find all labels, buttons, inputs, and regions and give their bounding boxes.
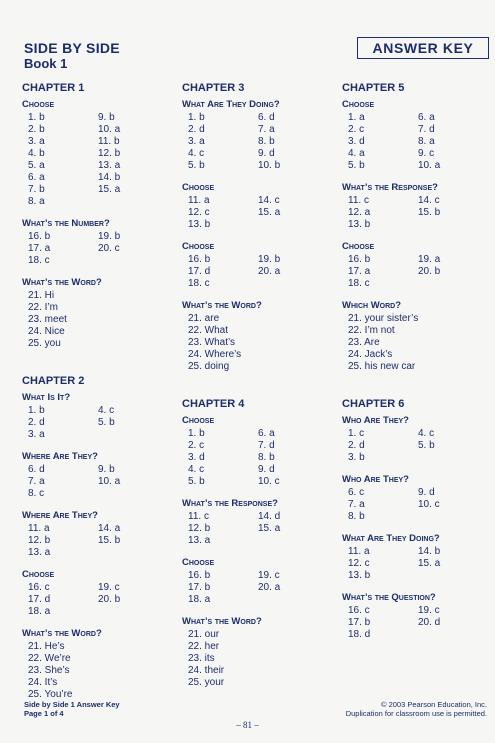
answer-item: 20. d: [418, 617, 441, 628]
answer-item: 12. a: [348, 207, 371, 218]
answer-item: 11. a: [28, 523, 50, 534]
answer-item: 8. b: [348, 511, 365, 522]
answer-group: [182, 112, 332, 172]
answer-group: [182, 570, 332, 606]
answer-group: [342, 254, 492, 290]
answer-item: 7. d: [418, 124, 435, 135]
answer-item: 21. Hi: [28, 290, 55, 301]
answer-item: 7. a: [258, 124, 275, 135]
answer-item: 12. b: [98, 148, 121, 159]
answer-item: 14. a: [98, 523, 121, 534]
section-heading: What’s the Response?: [182, 498, 278, 509]
chapter-title: CHAPTER 2: [22, 375, 85, 387]
section-heading: Who Are They?: [342, 474, 409, 485]
answer-item: 5. b: [188, 160, 205, 171]
answer-item: 10. a: [418, 160, 441, 171]
answer-item: 25. your: [188, 677, 225, 688]
answer-item: 19. c: [98, 582, 120, 593]
answer-item: 6. c: [348, 487, 365, 498]
answer-item: 22. I’m: [28, 302, 59, 313]
answer-item: 20. a: [258, 582, 281, 593]
section-heading: What Are They Doing?: [182, 99, 280, 110]
answer-item: 20. c: [98, 243, 120, 254]
answer-group: [342, 112, 492, 172]
answer-item: 22. her: [188, 641, 220, 652]
answer-group: [22, 112, 172, 208]
answer-key-label: ANSWER KEY: [357, 37, 489, 59]
section-heading: What’s the Word?: [22, 277, 102, 288]
answer-group: [182, 313, 332, 373]
book-number: Book 1: [24, 56, 68, 71]
answer-item: 16. c: [348, 605, 370, 616]
answer-item: 14. c: [258, 195, 280, 206]
answer-group: [22, 582, 172, 618]
section-heading: Choose: [342, 241, 375, 252]
answer-group: [182, 629, 332, 689]
footer-right: [346, 700, 487, 718]
answer-item: 9. c: [418, 148, 435, 159]
answer-item: 14. d: [258, 511, 281, 522]
answer-item: 15. a: [418, 558, 441, 569]
answer-item: 17. a: [28, 243, 51, 254]
answer-item: 25. his new car: [348, 361, 416, 372]
answer-item: 1. b: [28, 405, 45, 416]
answer-item: 4. c: [418, 428, 435, 439]
answer-item: 24. their: [188, 665, 225, 676]
answer-item: 3. d: [348, 136, 365, 147]
answer-item: 24. It’s: [28, 677, 58, 688]
answer-group: [182, 254, 332, 290]
chapter-title: CHAPTER 4: [182, 398, 245, 410]
answer-item: 17. a: [348, 266, 371, 277]
answer-item: 20. b: [418, 266, 441, 277]
answer-item: 5. b: [418, 440, 435, 451]
section-heading: What’s the Word?: [182, 616, 262, 627]
answer-item: 2. b: [28, 124, 45, 135]
answer-item: 11. a: [348, 546, 370, 557]
answer-item: 25. you: [28, 338, 61, 349]
answer-item: 3. a: [28, 429, 45, 440]
answer-item: 12. c: [188, 207, 210, 218]
answer-item: 19. a: [418, 254, 441, 265]
answer-item: 8. b: [258, 452, 275, 463]
answer-item: 10. a: [98, 124, 121, 135]
answer-item: 10. b: [258, 160, 281, 171]
answer-item: 6. a: [258, 428, 275, 439]
answer-item: 2. c: [188, 440, 205, 451]
footer-book-answer-key: Side by Side 1 Answer Key: [24, 700, 120, 709]
answer-item: 17. d: [188, 266, 211, 277]
answer-item: 12. b: [28, 535, 51, 546]
answer-item: 24. Where’s: [188, 349, 242, 360]
answer-item: 21. He’s: [28, 641, 65, 652]
answer-item: 11. a: [188, 195, 210, 206]
answer-group: [342, 546, 492, 582]
chapter-title: CHAPTER 3: [182, 82, 245, 94]
answer-item: 23. What’s: [188, 337, 236, 348]
section-heading: Where Are They?: [22, 510, 98, 521]
answer-item: 8. b: [258, 136, 275, 147]
answer-item: 8. a: [28, 196, 45, 207]
answer-item: 24. Jack’s: [348, 349, 393, 360]
answer-item: 13. a: [28, 547, 51, 558]
answer-item: 13. b: [348, 570, 371, 581]
answer-item: 6. d: [28, 464, 45, 475]
section-heading: Choose: [182, 241, 215, 252]
answer-item: 10. a: [98, 476, 121, 487]
chapter-title: CHAPTER 6: [342, 398, 405, 410]
answer-item: 20. a: [258, 266, 281, 277]
section-heading: What Is It?: [22, 392, 71, 403]
answer-item: 19. b: [98, 231, 121, 242]
answer-item: 17. b: [348, 617, 371, 628]
answer-item: 25. You’re: [28, 689, 73, 700]
answer-item: 7. b: [28, 184, 45, 195]
column-3: [342, 76, 492, 649]
footer-left: [24, 700, 120, 718]
answer-item: 22. We’re: [28, 653, 71, 664]
column-2: [182, 76, 332, 697]
answer-group: [22, 464, 172, 500]
answer-item: 15. b: [418, 207, 441, 218]
answer-item: 7. a: [28, 476, 45, 487]
answer-item: 15. a: [258, 207, 281, 218]
answer-item: 17. d: [28, 594, 51, 605]
answer-item: 10. c: [258, 476, 280, 487]
answer-item: 14. b: [418, 546, 441, 557]
answer-group: [182, 511, 332, 547]
answer-item: 1. b: [28, 112, 45, 123]
answer-item: 25. doing: [188, 361, 230, 372]
answer-item: 5. b: [188, 476, 205, 487]
section-heading: What’s the Question?: [342, 592, 436, 603]
answer-item: 7. d: [258, 440, 275, 451]
answer-item: 23. meet: [28, 314, 67, 325]
answer-item: 11. c: [188, 511, 209, 522]
section-heading: What Are They Doing?: [342, 533, 440, 544]
answer-item: 23. its: [188, 653, 215, 664]
section-heading: Choose: [22, 99, 55, 110]
answer-item: 17. b: [188, 582, 211, 593]
answer-group: [342, 313, 492, 373]
answer-item: 15. a: [98, 184, 121, 195]
answer-item: 16. b: [28, 231, 51, 242]
answer-item: 1. c: [348, 428, 365, 439]
column-1: [22, 76, 172, 709]
section-heading: Who Are They?: [342, 415, 409, 426]
answer-item: 5. a: [28, 160, 45, 171]
answer-group: [182, 195, 332, 231]
answer-item: 18. c: [188, 278, 210, 289]
answer-item: 13. b: [348, 219, 371, 230]
answer-item: 14. c: [418, 195, 440, 206]
section-heading: What’s the Response?: [342, 182, 438, 193]
page-number: – 81 –: [236, 720, 259, 730]
answer-group: [22, 290, 172, 350]
answer-item: 7. a: [348, 499, 365, 510]
answer-item: 9. d: [258, 148, 275, 159]
answer-item: 3. a: [188, 136, 205, 147]
answer-item: 2. d: [188, 124, 205, 135]
answer-item: 15. b: [98, 535, 121, 546]
answer-group: [22, 231, 172, 267]
answer-item: 21. are: [188, 313, 220, 324]
answer-item: 20. b: [98, 594, 121, 605]
answer-item: 18. a: [188, 594, 211, 605]
answer-item: 16. b: [348, 254, 371, 265]
answer-item: 16. b: [188, 570, 211, 581]
chapter-title: CHAPTER 5: [342, 82, 405, 94]
answer-item: 12. b: [188, 523, 211, 534]
answer-item: 9. b: [98, 112, 115, 123]
answer-item: 23. Are: [348, 337, 380, 348]
answer-group: [22, 641, 172, 701]
answer-item: 16. c: [28, 582, 50, 593]
answer-item: 6. d: [258, 112, 275, 123]
answer-item: 10. c: [418, 499, 440, 510]
answer-group: [182, 428, 332, 488]
answer-item: 23. She’s: [28, 665, 70, 676]
answer-item: 2. d: [28, 417, 45, 428]
answer-group: [22, 405, 172, 441]
section-heading: What’s the Word?: [22, 628, 102, 639]
answer-group: [342, 605, 492, 641]
chapter-title: CHAPTER 1: [22, 82, 85, 94]
answer-item: 8. c: [28, 488, 45, 499]
answer-item: 4. a: [348, 148, 365, 159]
answer-item: 5. b: [98, 417, 115, 428]
answer-item: 16. b: [188, 254, 211, 265]
answer-item: 5. b: [348, 160, 365, 171]
answer-item: 18. c: [28, 255, 50, 266]
answer-item: 9. d: [418, 487, 435, 498]
copyright: © 2003 Pearson Education, Inc.: [380, 700, 487, 709]
answer-item: 12. c: [348, 558, 370, 569]
answer-item: 2. d: [348, 440, 365, 451]
answer-item: 6. a: [28, 172, 45, 183]
answer-item: 11. b: [98, 136, 120, 147]
answer-item: 13. b: [188, 219, 211, 230]
answer-item: 18. d: [348, 629, 371, 640]
answer-item: 4. c: [188, 148, 205, 159]
answer-item: 13. a: [98, 160, 121, 171]
answer-item: 3. a: [28, 136, 45, 147]
answer-item: 9. b: [98, 464, 115, 475]
section-heading: What’s the Word?: [182, 300, 262, 311]
answer-item: 11. c: [348, 195, 369, 206]
answer-group: [342, 487, 492, 523]
answer-item: 3. d: [188, 452, 205, 463]
answer-item: 21. our: [188, 629, 220, 640]
answer-item: 6. a: [418, 112, 435, 123]
book-title: SIDE BY SIDE: [24, 40, 120, 56]
answer-group: [342, 195, 492, 231]
answer-item: 18. c: [348, 278, 370, 289]
answer-item: 2. c: [348, 124, 365, 135]
answer-item: 19. c: [418, 605, 440, 616]
section-heading: Choose: [182, 415, 215, 426]
answer-item: 19. c: [258, 570, 280, 581]
answer-item: 19. b: [258, 254, 281, 265]
answer-item: 18. a: [28, 606, 51, 617]
section-heading: Choose: [342, 99, 375, 110]
section-heading: Choose: [182, 557, 215, 568]
answer-item: 4. b: [28, 148, 45, 159]
answer-item: 13. a: [188, 535, 211, 546]
answer-item: 1. b: [188, 112, 205, 123]
answer-item: 24. Nice: [28, 326, 65, 337]
answer-item: 21. your sister’s: [348, 313, 419, 324]
answer-item: 14. b: [98, 172, 121, 183]
answer-item: 22. I’m not: [348, 325, 395, 336]
answer-item: 22. What: [188, 325, 229, 336]
footer-page-count: Page 1 of 4: [24, 709, 64, 718]
section-heading: What’s the Number?: [22, 218, 110, 229]
section-heading: Choose: [22, 569, 55, 580]
answer-group: [342, 428, 492, 464]
section-heading: Where Are They?: [22, 451, 98, 462]
section-heading: Choose: [182, 182, 215, 193]
answer-item: 4. c: [188, 464, 205, 475]
answer-item: 1. b: [188, 428, 205, 439]
answer-item: 8. a: [418, 136, 435, 147]
duplication-note: Duplication for classroom use is permitted.: [345, 709, 487, 718]
answer-item: 4. c: [98, 405, 115, 416]
answer-item: 15. a: [258, 523, 281, 534]
answer-item: 1. a: [348, 112, 365, 123]
answer-group: [22, 523, 172, 559]
answer-item: 9. d: [258, 464, 275, 475]
answer-item: 3. b: [348, 452, 365, 463]
section-heading: Which Word?: [342, 300, 402, 311]
